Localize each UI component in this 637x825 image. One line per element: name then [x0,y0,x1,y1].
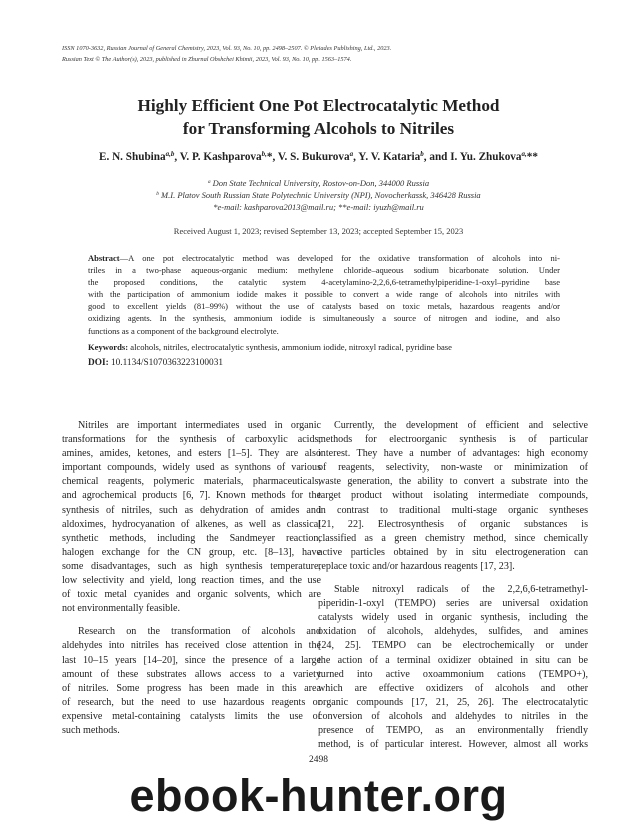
text-line: in contrast to traditional multi-stage organic syntheses [318,504,588,516]
text-line: of reagents, selectivity, non-waste or minimization of [318,462,588,474]
text-line: and agrochemical products [6, 7]. Known methods for the [62,490,321,502]
text-line: Stable nitroxyl radicals of the 2,2,6,6-tetramethyl- [334,584,588,596]
text-line: [21, 22]. Electrosynthesis of organic substances is [318,518,588,530]
text-line: aldehydes into nitriles has received close attention in the [62,640,321,652]
text-line: conversion of alcohols and aldehydes to nitriles in the [318,710,588,722]
author-separator: *, [266,151,276,163]
paragraph [318,583,588,752]
text-line: target product without isolating intermediate compounds, [318,490,588,502]
abstract-line [88,252,560,264]
text-line: [24, 25]. TEMPO can be electrochemically or under [318,640,588,652]
text-line: organic compounds [17, 21, 25, 26]. The electrocatalytic [318,696,588,708]
text-line: of nitriles. Some progress has been made in this area [62,682,321,694]
journal-header [62,44,582,65]
title-line-2: for Transforming Alcohols to Nitriles [182,119,455,138]
text-line: which are effective oxidizers of alcohols and other [318,682,588,694]
text-line: important compounds, widely used as synthons of various [62,462,321,474]
affiliations [0,177,637,213]
abstract-line: the proposed conditions, the catalytic system 4-acetylamino-2,2,6,6-tetramethylpiperidine-1-oxyl–pyridine base [88,277,560,288]
keywords-label: Keywords: [88,342,129,352]
text-line: of toxic metal cyanides and organic solvents, which are [62,589,321,601]
author-affiliation-mark: a, [521,150,527,158]
affiliation-mark: a [207,179,211,185]
author-name: I. Yu. Zhukova [450,151,522,163]
abstract-line-text: —A one pot electrocatalytic method was developed for the oxidative transformation of alcohols into ni- [119,253,560,263]
title-line-1: Highly Efficient One Pot Electrocatalytic Method [137,96,500,115]
affiliation-a [0,177,637,189]
text-line: method, is of particular interest. However, almost all works [318,739,588,751]
author-affiliation-mark: a [349,150,354,158]
text-line: presence of TEMPO, as an environmentally friendly [318,724,588,736]
affiliation-text: M.I. Platov South Russian State Polytechnic University (NPI), Novocherkassk, 346428 Russia [161,190,481,201]
text-line: halogen exchange for the CN group, etc. [8–13], have [62,546,321,558]
text-line: aldoximes, hydrocyanation of alkenes, as well as classical [62,518,321,530]
author-name: V. P. Kashparova [179,151,262,163]
doi-label: DOI: [88,358,109,368]
text-line: not environmentally feasible. [62,603,181,615]
author-affiliation-mark: b [420,150,424,158]
text-line: some disadvantages, such as high synthesis temperature, [62,560,321,572]
text-line: such methods. [62,724,120,736]
keywords-text: alcohols, nitriles, electrocatalytic synthesis, ammonium iodide, nitroxyl radical, pyridine base [130,342,452,352]
watermark-logo: ebook-hunter.org [129,770,508,821]
text-line: active particles obtained by in situ electrogeneration can [318,546,588,558]
abstract-line: triles in a two-phase aqueous-organic medium: methylene chloride–aqueous sodium bicarbonate solution. Under [88,265,560,276]
text-line: low selectivity and yield, long reaction times, and the use [62,575,321,587]
article-title [0,94,637,140]
text-line: synthesis of nitriles, such as dehydration of amides and [62,504,321,516]
author-separator: , [174,151,178,163]
doi-link[interactable]: 10.1134/S1070363223100031 [111,358,223,368]
text-line: expensive metal-containing catalysts limits the use of [62,710,321,722]
author-separator: , [353,151,356,163]
paragraph [62,625,321,738]
doi [88,358,223,368]
text-line: of research, but the need to use hazardous reagents or [62,696,321,708]
text-line: amount of these substrates allows access to a variety [62,668,321,680]
text-line: Research on the transformation of alcohols and [78,626,321,638]
author-name: E. N. Shubina [99,151,166,163]
text-line: Nitriles are important intermediates used in organic [78,420,321,431]
text-line: synthetic methods, including the Sandmeyer reaction, [62,532,321,544]
text-line: amines, amides, ketones, and esters [1–5]. They are also [62,448,321,460]
body-column-left [62,419,321,738]
text-line: chemical reagents, polymeric materials, pharmaceuticals, [62,476,321,488]
author-affiliation-mark: a,b [165,150,175,158]
author-separator: ** [526,151,538,163]
affiliation-mark: b [156,191,160,198]
abstract-line: good to excellent yields (81–99%) without the use of catalysts based on toxic metals, hazardous reagents and/or [88,301,560,312]
text-line: turned into active oxoammonium cations (TEMPO+), [318,668,588,680]
text-line: transformations for the synthesis of carboxylic acids, [62,434,321,446]
text-line: catalysts widely used in organic synthesis, including the [318,612,588,624]
abstract-line: functions as a component of the background electrolyte. [88,325,279,336]
author-separator: , and [423,151,448,163]
text-line: oxidation of alcohols, aldehydes, sulfides, and amines [318,626,588,638]
author-name: V. S. Bukurova [277,151,350,163]
text-line: classified as a green chemistry method, since chemically [318,532,588,544]
author-list [0,150,637,163]
body-column-right [318,419,588,752]
text-line: last 10–15 years [14–20], since the presence of a large [62,654,321,666]
text-line: the action of a terminal oxidizer obtained in situ can be [318,654,588,666]
received-dates: Received August 1, 2023; revised September 13, 2023; accepted September 15, 2023 [173,226,464,236]
text-line: interest. They have a number of advantages: high economy [318,448,588,460]
russian-text-line: Russian Text © The Author(s), 2023, published in Zhurnal Obshchei Khimii, 2023, Vol. 93, No. 10, pp. 1563–1574. [62,55,352,63]
paragraph [318,419,588,574]
keywords [88,342,452,352]
paragraph [62,419,321,616]
affiliation-b [0,189,637,201]
abstract [88,252,560,337]
affiliation-text: Don State Technical University, Rostov-on-Don, 344000 Russia [212,178,430,188]
author-name: Y. V. Kataria [358,151,421,163]
abstract-line: with the participation of ammonium iodide makes it possible to convert a wide range of alcohols into nitriles with [88,289,560,300]
text-line: replace toxic and/or hazardous reagents [17, 23]. [318,560,515,572]
contact-emails: *e-mail: kashparova2013@mail.ru; **e-mail: iyuzh@mail.ru [213,201,424,212]
text-line: methods for electroorganic synthesis is of particular [318,434,588,446]
text-line: Currently, the development of efficient and selective [334,420,588,431]
text-line: piperidin-1-oxyl (TEMPO) series are universal oxidation [318,598,588,610]
author-affiliation-mark: b, [261,150,267,158]
abstract-line: oxidizing agents. In the synthesis, ammonium iodide is simultaneously a source of nitrogen and iodine, and also [88,313,560,324]
abstract-label: Abstract [88,253,120,263]
text-line: waste generation, the ability to convert a substrate into the [318,476,588,488]
page-number: 2498 [309,755,328,765]
journal-citation-line: ISSN 1070-3632, Russian Journal of General Chemistry, 2023, Vol. 93, No. 10, pp. 2498–2507. © Pleiades Publishing, Ltd., 2023. [62,45,392,52]
